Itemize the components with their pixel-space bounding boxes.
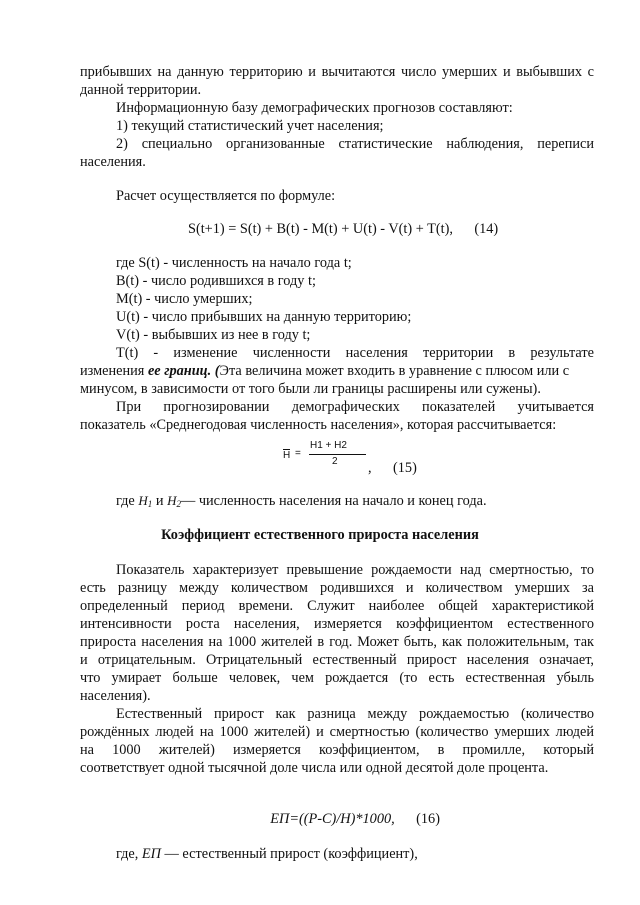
text-line: что умирает больше человек, чем рождается (то есть естественная убыль [80,670,594,686]
text-line: 2) специально организованные статистические наблюдения, переписи [116,136,594,152]
text-span: — естественный прирост (коэффициент), [160,846,418,862]
text-line: прироста населения на 1000 жителей в год. Может быть, как положительным, так [80,634,594,650]
text-span: где, [116,846,142,862]
text-line: минусом, в зависимости от того были ли границы расширены или сужены). [80,381,541,397]
text-span: Эта величина может входить в уравнение с плюсом или с [219,363,570,379]
text-line: Показатель характеризует превышение рождаемости над смертностью, то [116,562,594,578]
text-line: B(t) - число родившихся в году t; [116,273,316,289]
text-line: прибывших на данную территорию и вычитаются число умерших и выбывших с [80,64,594,80]
text-line: Естественный прирост как разница между рождаемостью (количество [116,706,594,722]
equals-sign: = [295,448,301,459]
formula-16-number: (16) [394,811,440,828]
text-line [116,845,418,863]
text-line: населения. [80,154,146,170]
text-line: на 1000 жителей) измеряется коэффициентом, в промилле, который [80,742,594,758]
text-line: При прогнозировании демографических показателей учитывается [116,399,594,415]
text-line: есть разницу между количеством родившихся и количеством умерших за [80,580,594,596]
fraction-line [309,454,366,455]
text-line: Расчет осуществляется по формуле: [116,188,336,204]
text-line: соответствует одной тысячной доле числа или одной десятой доле процента. [80,760,549,776]
text-line: населения). [80,688,151,704]
text-span: где [116,493,139,509]
symbol-h1: $H_1$ [138,493,153,509]
text-line: показатель «Среднегодовая численность населения», которая рассчитывается: [80,417,557,433]
formula-15-number: , (15) [368,460,417,476]
text-line: 1) текущий статистический учет населения; [116,118,384,134]
text-span: и [152,493,168,509]
text-line: V(t) - выбывших из нее в году t; [116,327,311,343]
fraction-denominator: 2 [332,456,338,467]
text-span: — численность населения на начало и конец года. [180,493,487,509]
text-line: T(t) - изменение численности населения территории в результате [116,345,594,361]
symbol-h2: $H_2$ [167,493,181,509]
formula-16 [256,792,440,847]
text-line [116,492,487,513]
fraction-numerator: H1 + H2 [310,440,347,451]
abbreviation: ЕП [141,846,161,862]
text-line: данной территории. [80,82,202,98]
emphasized-text: ее границ. ( [147,363,220,379]
text-line: Информационную базу демографических прогнозов составляют: [116,100,513,116]
average-symbol: H [283,450,291,461]
text-line [80,362,569,380]
formula-14: S(t+1) = S(t) + B(t) - M(t) + U(t) - V(t) + T(t), (14) [188,221,499,237]
text-line: U(t) - число прибывших на данную территорию; [116,309,412,325]
text-line: определенный период времени. Служит наиболее общей характеристикой [80,598,594,614]
section-heading: Коэффициент естественного прироста населения [161,527,479,543]
text-line: интенсивности роста населения, измеряется коэффициентом естественного [80,616,594,632]
text-line: рождённых людей на 1000 жителей) и смертностью (количество умерших людей [80,724,594,740]
text-line: M(t) - число умерших; [116,291,253,307]
formula-16-expression: ЕП=((Р-С)/Н)*1000, [270,811,395,828]
text-line: и отрицательным. Отрицательный естественный прирост населения означает, [80,652,594,668]
text-span: изменения [80,363,148,379]
text-line: где S(t) - численность на начало года t; [116,255,352,271]
